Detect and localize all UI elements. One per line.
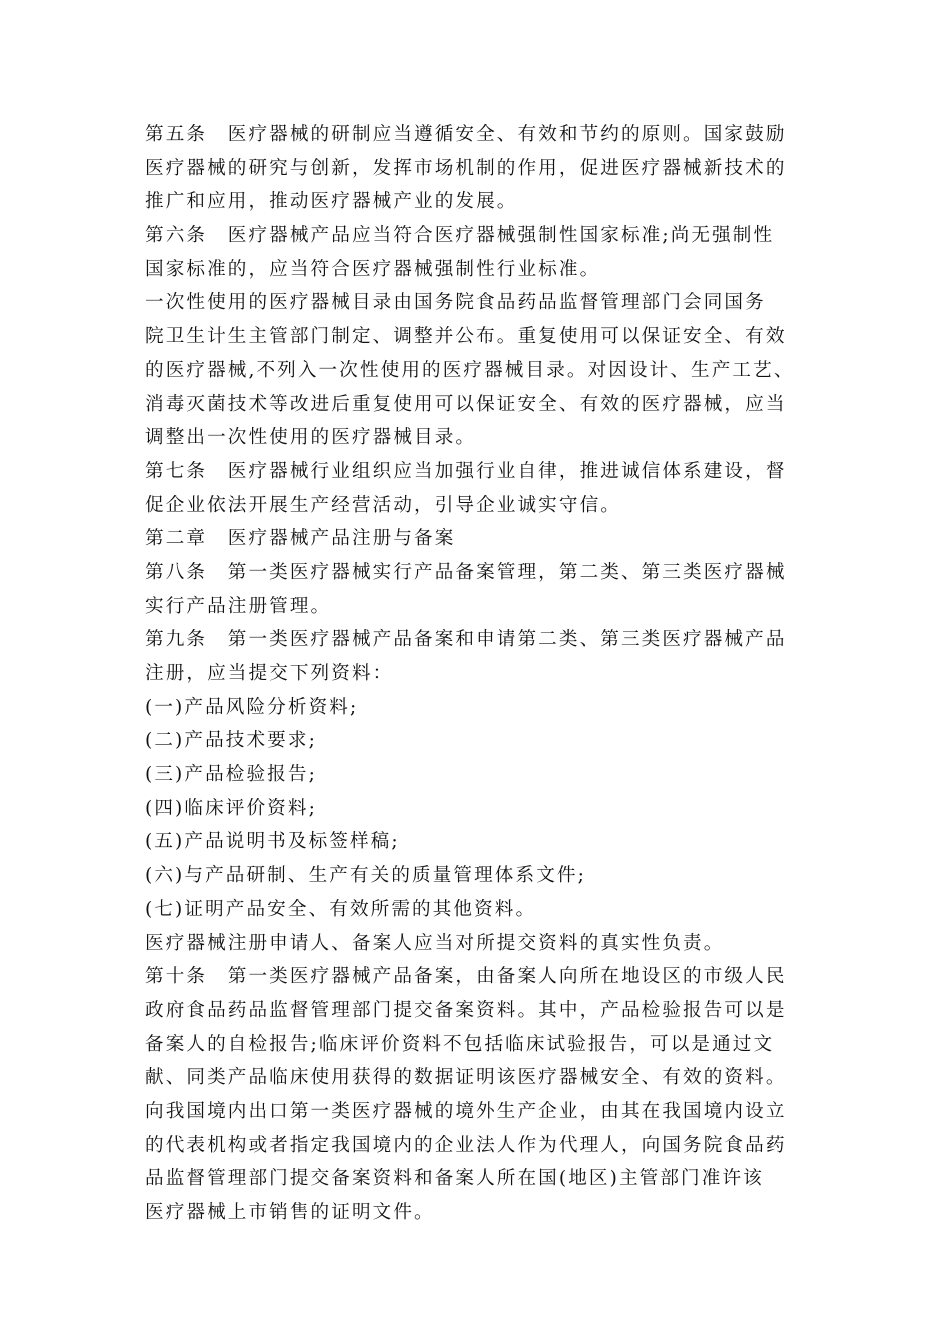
text-line: 政府食品药品监督管理部门提交备案资料。其中，产品检验报告可以是 — [145, 999, 787, 1021]
chapter-heading: 第二章 医疗器械产品注册与备案 — [145, 528, 456, 550]
text-line: 第五条 医疗器械的研制应当遵循安全、有效和节约的原则。国家鼓励 — [145, 124, 787, 145]
text-line: 品监督管理部门提交备案资料和备案人所在国(地区)主管部门准许该 — [145, 1168, 764, 1190]
text-line: 医疗器械的研究与创新，发挥市场机制的作用，促进医疗器械新技术的 — [145, 157, 787, 179]
text-line: 的医疗器械,不列入一次性使用的医疗器械目录。对因设计、生产工艺、 — [145, 359, 795, 381]
text-line: 医疗器械上市销售的证明文件。 — [145, 1202, 435, 1223]
text-line: 调整出一次性使用的医疗器械目录。 — [145, 427, 477, 449]
text-line: 第八条 第一类医疗器械实行产品备案管理，第二类、第三类医疗器械 — [145, 561, 787, 583]
text-line: 献、同类产品临床使用获得的数据证明该医疗器械安全、有效的资料。 — [145, 1067, 787, 1089]
text-line: 国家标准的，应当符合医疗器械强制性行业标准。 — [145, 258, 601, 280]
text-line: 的代表机构或者指定我国境内的企业法人作为代理人，向国务院食品药 — [145, 1134, 787, 1156]
text-line: 院卫生计生主管部门制定、调整并公布。重复使用可以保证安全、有效 — [145, 326, 787, 348]
text-line: 第九条 第一类医疗器械产品备案和申请第二类、第三类医疗器械产品 — [145, 629, 787, 651]
text-line: 第六条 医疗器械产品应当符合医疗器械强制性国家标准;尚无强制性 — [145, 225, 775, 247]
text-line: 消毒灭菌技术等改进后重复使用可以保证安全、有效的医疗器械，应当 — [145, 393, 787, 415]
text-line: 注册，应当提交下列资料： — [145, 663, 394, 684]
text-line: 推广和应用，推动医疗器械产业的发展。 — [145, 191, 518, 213]
text-line: 第七条 医疗器械行业组织应当加强行业自律，推进诚信体系建设，督 — [145, 460, 787, 482]
list-item: (六)与产品研制、生产有关的质量管理体系文件; — [145, 865, 586, 887]
list-item: (七)证明产品安全、有效所需的其他资料。 — [145, 898, 537, 920]
text-line: 第十条 第一类医疗器械产品备案，由备案人向所在地设区的市级人民 — [145, 966, 787, 988]
text-line: 一次性使用的医疗器械目录由国务院食品药品监督管理部门会同国务 — [145, 292, 766, 314]
text-line: 向我国境内出口第一类医疗器械的境外生产企业，由其在我国境内设立 — [145, 1100, 787, 1122]
list-item: (三)产品检验报告; — [145, 764, 317, 786]
text-line: 促企业依法开展生产经营活动，引导企业诚实守信。 — [145, 494, 621, 516]
list-item: (二)产品技术要求; — [145, 730, 317, 752]
list-item: (一)产品风险分析资料; — [145, 696, 359, 718]
document-body — [145, 118, 825, 1230]
text-line: 实行产品注册管理。 — [145, 595, 332, 617]
text-line: 医疗器械注册申请人、备案人应当对所提交资料的真实性负责。 — [145, 932, 725, 954]
list-item: (五)产品说明书及标签样稿; — [145, 831, 400, 853]
list-item: (四)临床评价资料; — [145, 797, 317, 819]
text-line: 备案人的自检报告;临床评价资料不包括临床试验报告，可以是通过文 — [145, 1033, 775, 1055]
